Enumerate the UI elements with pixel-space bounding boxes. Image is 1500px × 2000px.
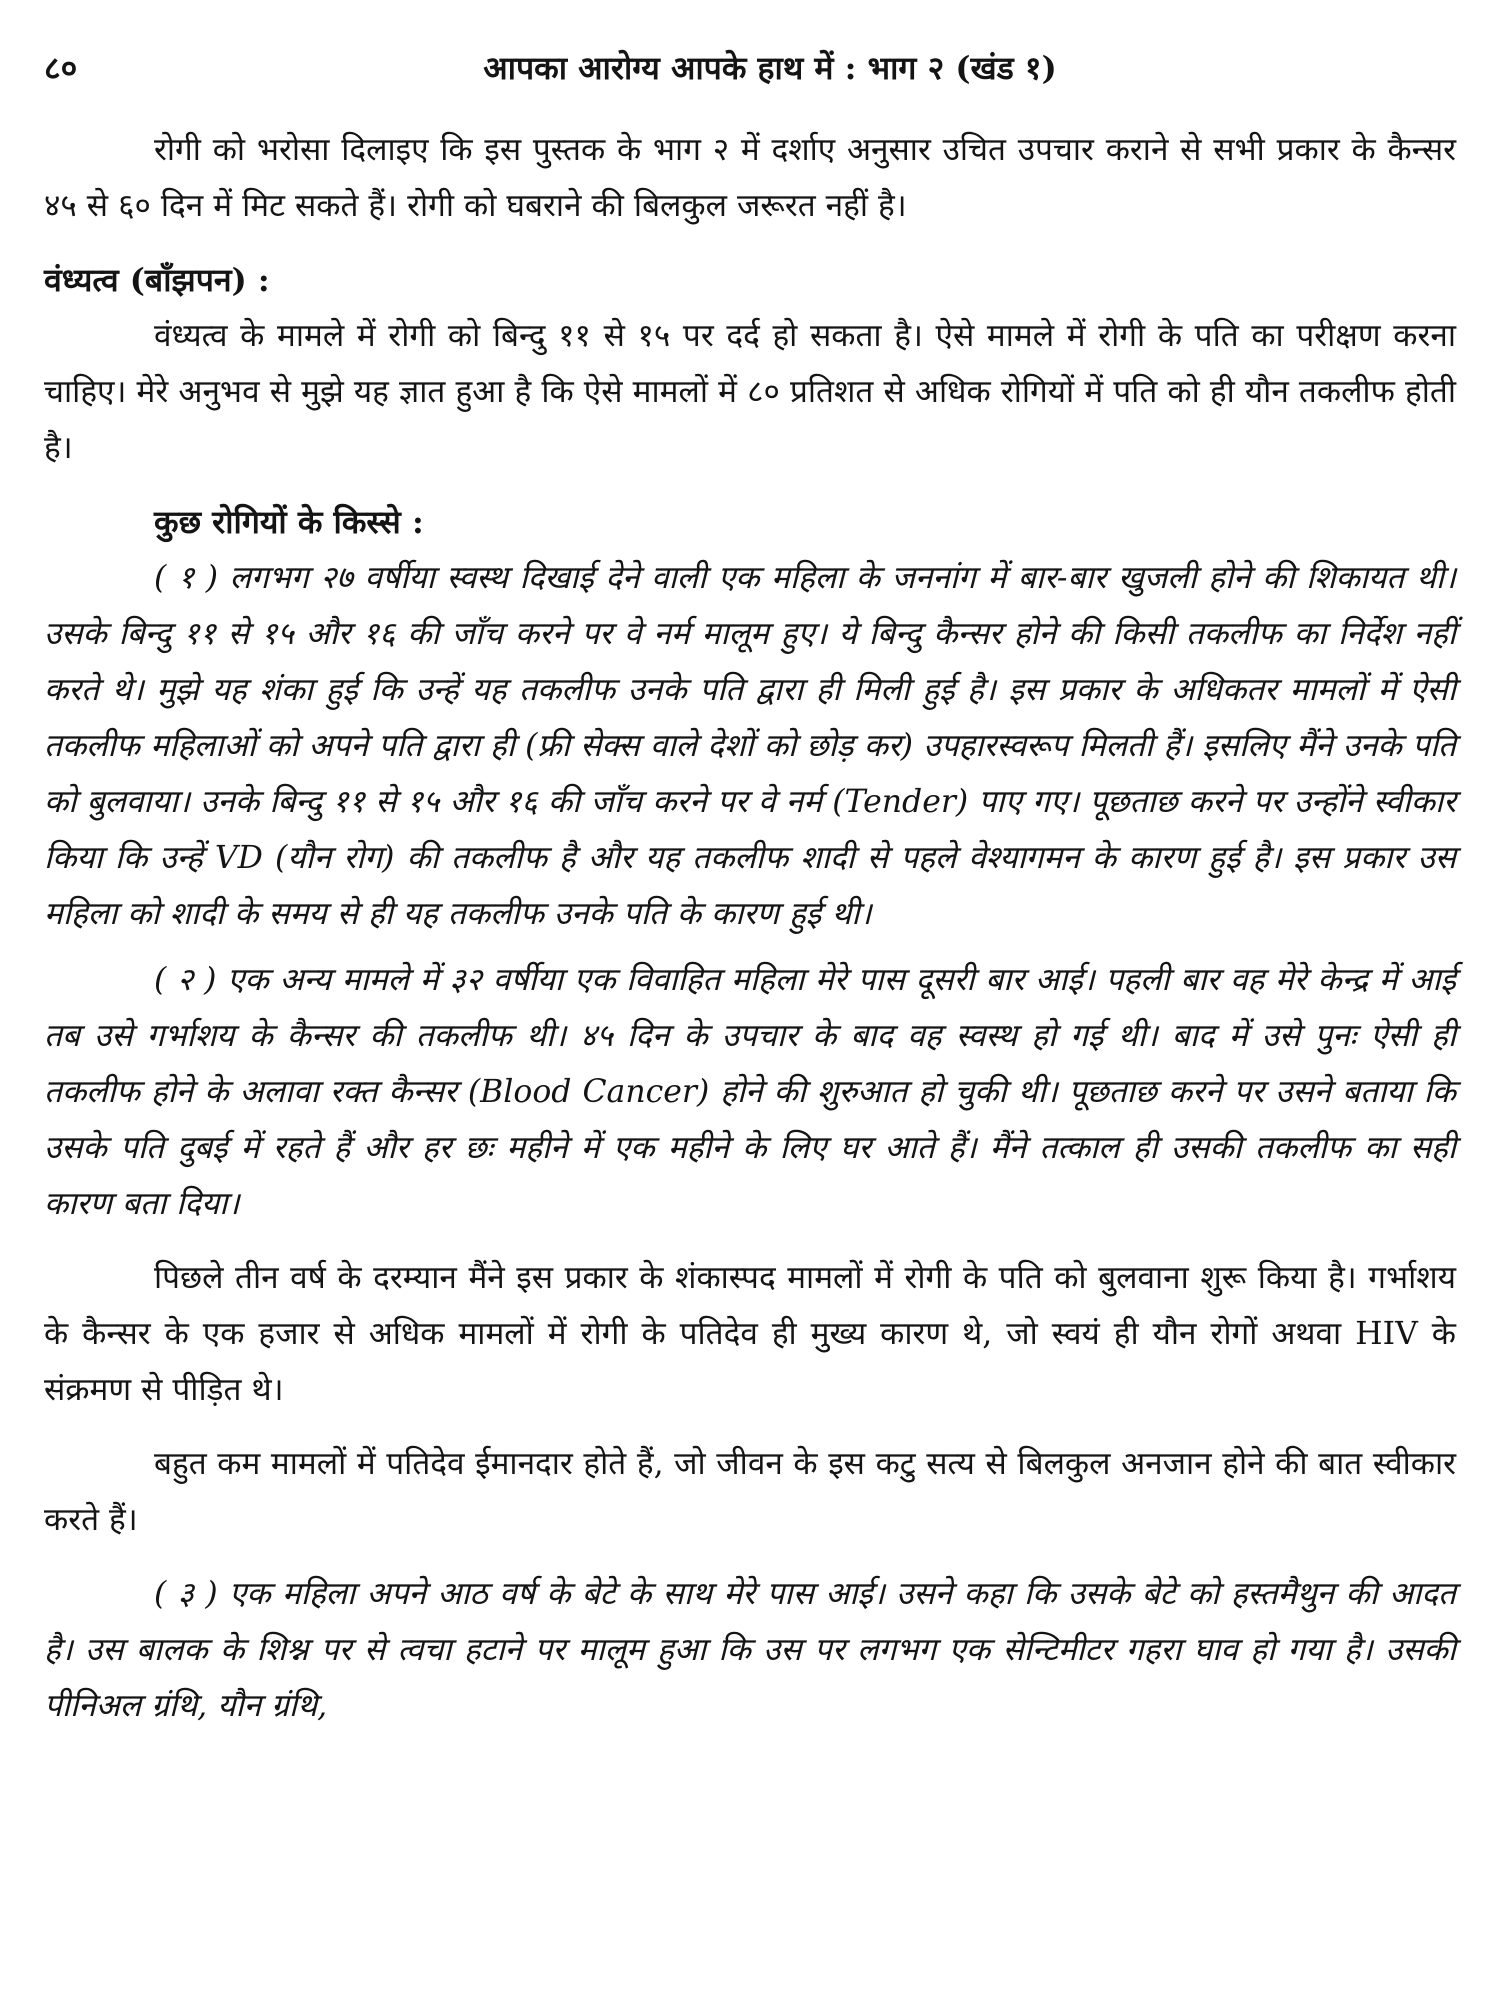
case-2-paragraph: ( २ ) एक अन्य मामले में ३२ वर्षीया एक विवाहित महिला मेरे पास दूसरी बार आई। पहली बार वह मेरे केन्द्र में आई तब उसे गर्भाशय के कैन्सर की तकलीफ थी। ४५ दिन के उपचार के बाद वह स्वस्थ हो गई थी। बाद में उसे पुनः ऐसी ही तकलीफ होने के अलावा रक्त कैन्सर (Blood Cancer) होने की शुरुआत हो चुकी थी। पूछताछ करने पर उसने बताया कि उसके पति दुबई में रहते हैं और हर छः महीने में एक महीने के लिए घर आते हैं। मैंने तत्काल ही उसकी तकलीफ का सही कारण बता दिया। xyxy=(44,962,1456,1222)
case-1-paragraph: ( १ ) लगभग २७ वर्षीया स्वस्थ दिखाई देने वाली एक महिला के जननांग में बार-बार खुजली होने की शिकायत थी। उसके बिन्दु ११ से १५ और १६ की जाँच करने पर वे नर्म मालूम हुए। ये बिन्दु कैन्सर होने की किसी तकलीफ का निर्देश नहीं करते थे। मुझे यह शंका हुई कि उन्हें यह तकलीफ उनके पति द्वारा ही मिली हुई है। इस प्रकार के अधिकतर मामलों में ऐसी तकलीफ महिलाओं को अपने पति द्वारा ही (फ्री सेक्स वाले देशों को छोड़ कर) उपहारस्वरूप मिलती हैं। इसलिए मैंने उनके पति को बुलवाया। उनके बिन्दु ११ से १५ और १६ की जाँच करने पर वे नर्म (Tender) पाए गए। पूछताछ करने पर उन्होंने स्वीकार किया कि उन्हें VD (यौन रोग) की तकलीफ है और यह तकलीफ शादी से पहले वेश्यागमन के कारण हुई है। इस प्रकार उस महिला को शादी के समय से ही यह तकलीफ उनके पति के कारण हुई थी। xyxy=(44,560,1456,932)
infertility-paragraph: वंध्यत्व के मामले में रोगी को बिन्दु ११ से १५ पर दर्द हो सकता है। ऐसे मामले में रोगी के पति का परीक्षण करना चाहिए। मेरे अनुभव से मुझे यह ज्ञात हुआ है कि ऐसे मामलों में ८० प्रतिशत से अधिक रोगियों में पति को ही यौन तकलीफ होती है। xyxy=(44,318,1456,466)
page-body xyxy=(44,122,1456,1734)
intro-paragraph: रोगी को भरोसा दिलाइए कि इस पुस्तक के भाग २ में दर्शाए अनुसार उचित उपचार कराने से सभी प्रकार के कैन्सर ४५ से ६० दिन में मिट सकते हैं। रोगी को घबराने की बिलकुल जरूरत नहीं है। xyxy=(44,132,1456,224)
three-years-paragraph: पिछले तीन वर्ष के दरम्यान मैंने इस प्रकार के शंकास्पद मामलों में रोगी के पति को बुलवाना शुरू किया है। गर्भाशय के कैन्सर के एक हजार से अधिक मामलों में रोगी के पतिदेव ही मुख्य कारण थे, जो स्वयं ही यौन रोगों अथवा HIV के संक्रमण से पीड़ित थे। xyxy=(44,1260,1456,1408)
page-number: ८० xyxy=(44,49,78,87)
honest-husbands-paragraph: बहुत कम मामलों में पतिदेव ईमानदार होते हैं, जो जीवन के इस कटु सत्य से बिलकुल अनजान होने की बात स्वीकार करते हैं। xyxy=(44,1446,1456,1538)
section-heading-infertility: वंध्यत्व (बाँझपन) : xyxy=(44,261,270,299)
page-header xyxy=(44,40,1456,100)
running-title: आपका आरोग्य आपके हाथ में : भाग २ (खंड १) xyxy=(483,49,1057,87)
section-heading-patient-cases: कुछ रोगियों के किस्से : xyxy=(154,503,424,541)
case-3-paragraph: ( ३ ) एक महिला अपने आठ वर्ष के बेटे के साथ मेरे पास आई। उसने कहा कि उसके बेटे को हस्तमैथुन की आदत है। उस बालक के शिश्न पर से त्वचा हटाने पर मालूम हुआ कि उस पर लगभग एक सेन्टिमीटर गहरा घाव हो गया है। उसकी पीनिअल ग्रंथि, यौन ग्रंथि, xyxy=(44,1576,1456,1724)
